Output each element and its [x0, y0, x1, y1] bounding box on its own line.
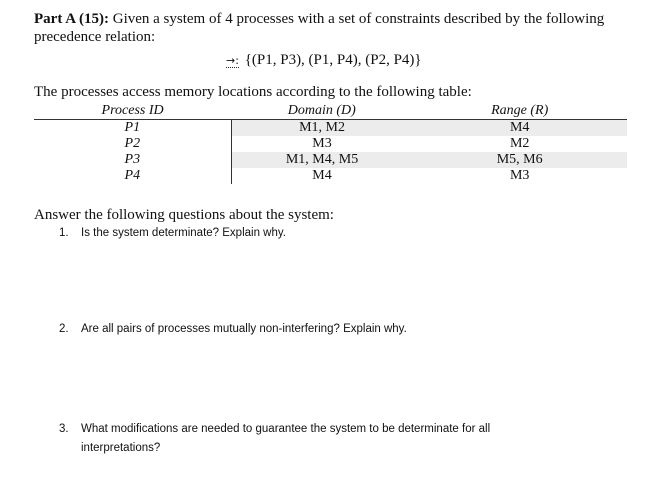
range-cell: M5, M6: [412, 152, 627, 168]
process-id-cell: P1: [124, 120, 141, 135]
header-range: Range (R): [412, 102, 627, 120]
question-number: 1.: [59, 227, 69, 239]
domain-cell: M1, M2: [231, 120, 412, 137]
range-cell: M3: [509, 168, 530, 183]
question-text: What modifications are needed to guarantee the system to be determinate for all interpretations?: [81, 423, 491, 454]
problem-intro: [34, 10, 634, 46]
process-id-cell: P4: [124, 168, 141, 183]
process-id-cell: P2: [124, 136, 141, 151]
question-text: Is the system determinate? Explain why.: [81, 227, 286, 239]
table-row: [34, 120, 627, 137]
header-domain: Domain (D): [231, 102, 412, 120]
domain-cell: M3: [231, 136, 412, 152]
range-cell: M2: [509, 136, 530, 151]
precedence-relation: [226, 52, 422, 69]
precedence-arrow-icon: →:: [226, 54, 239, 67]
part-label: Part A (15):: [34, 11, 109, 27]
domain-cell: M1, M4, M5: [231, 152, 412, 168]
table-row: [34, 168, 627, 184]
answer-intro: Answer the following questions about the system:: [34, 207, 334, 223]
process-access-table: [34, 102, 627, 184]
header-process-id: Process ID: [34, 102, 231, 120]
range-cell: M4: [412, 120, 627, 137]
question-number: 2.: [59, 323, 69, 335]
process-id-cell: P3: [124, 152, 141, 167]
question-number: 3.: [59, 423, 69, 435]
precedence-set: {(P1, P3), (P1, P4), (P2, P4)}: [244, 52, 422, 68]
table-row: [34, 136, 627, 152]
table-header-row: [34, 102, 627, 120]
question-text: Are all pairs of processes mutually non-interfering? Explain why.: [81, 323, 407, 335]
table-intro: The processes access memory locations according to the following table:: [34, 84, 472, 100]
domain-cell: M4: [231, 168, 412, 184]
part-text: Given a system of 4 processes with a set of constraints described by the following precedence relation:: [34, 11, 605, 45]
table-row: [34, 152, 627, 168]
